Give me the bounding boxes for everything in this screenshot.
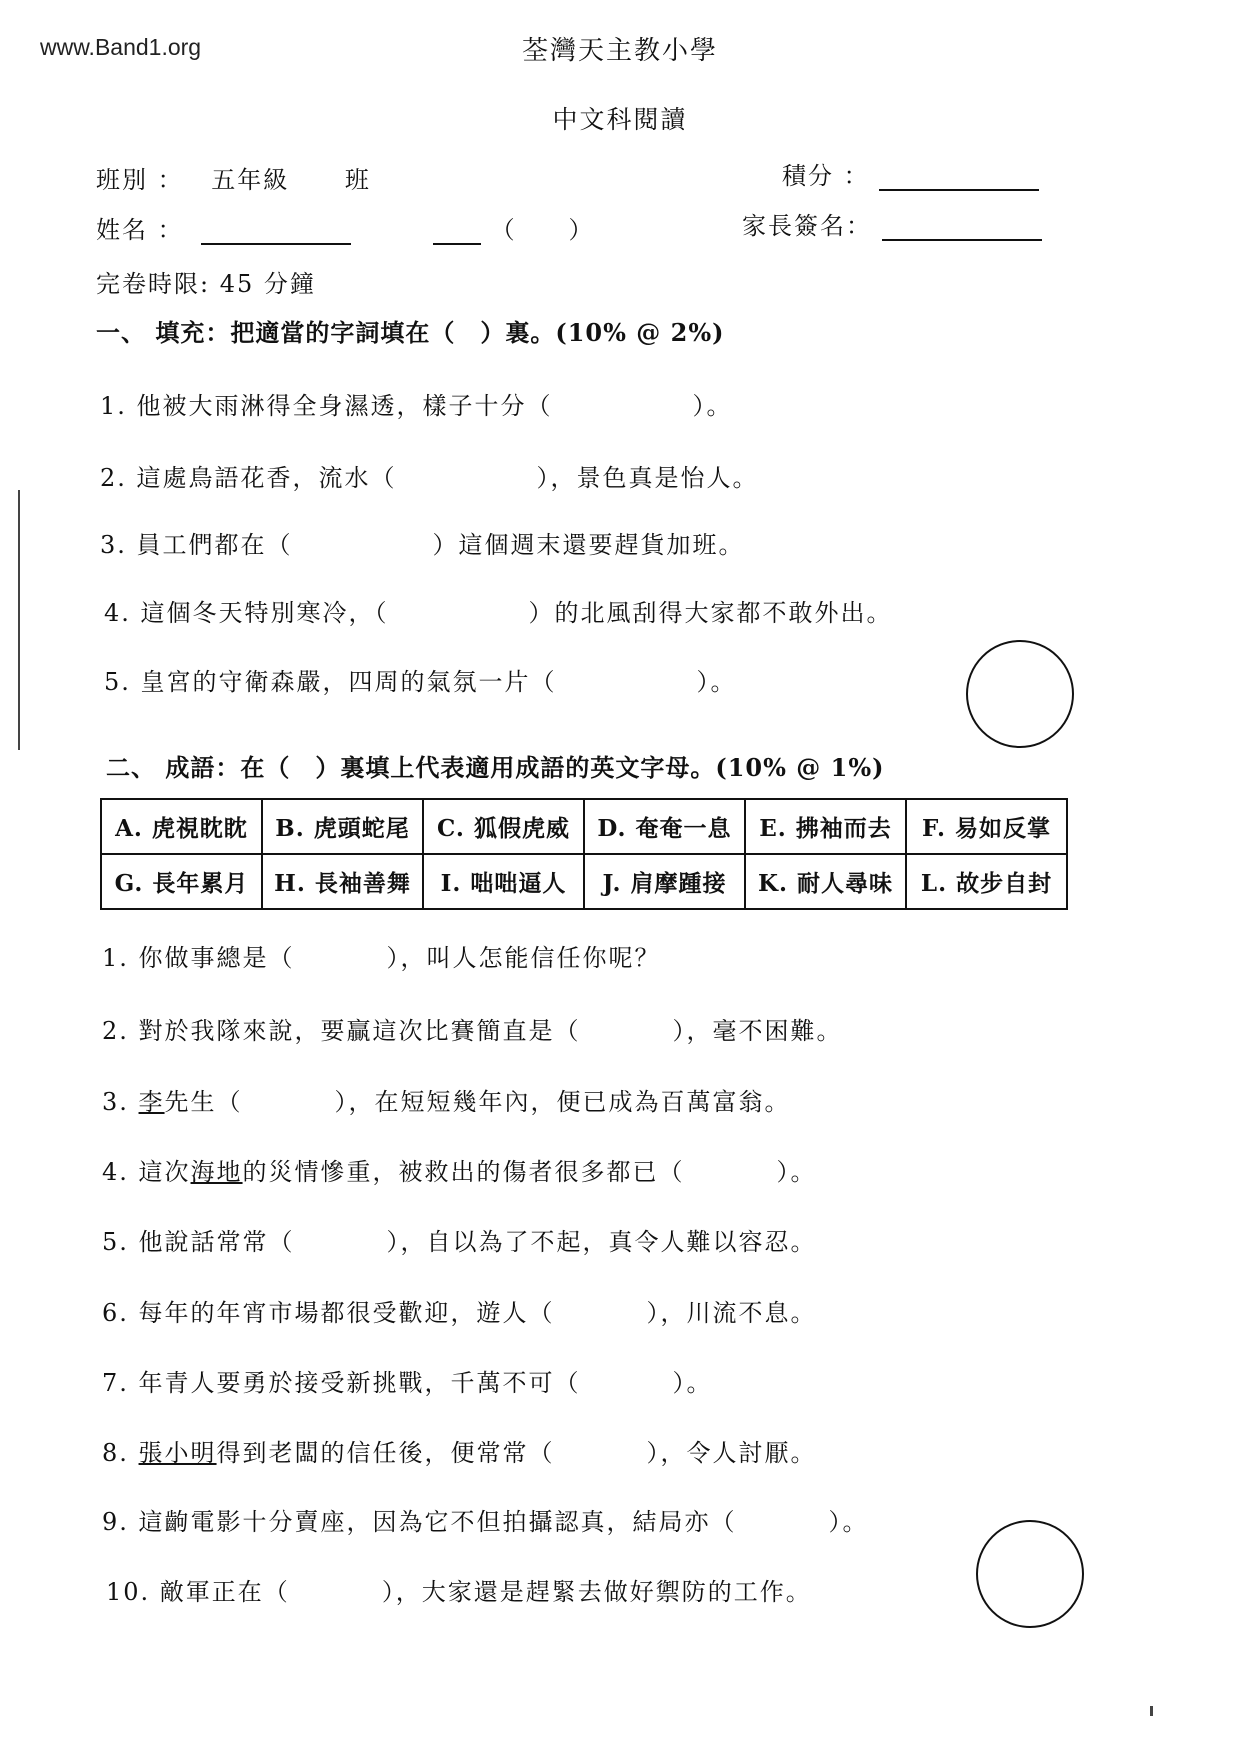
question-text-after: ）。 [672,1369,713,1397]
idiom-option: F. 易如反掌 [906,799,1067,854]
idiom-option: B. 虎頭蛇尾 [262,799,423,854]
idiom-option: A. 虎視眈眈 [101,799,262,854]
underlined-proper-noun: 海地 [190,1158,243,1186]
question [100,525,745,560]
question-text-after: ）的北風刮得大家都不敢外出。 [528,599,893,627]
question-text-after: ），景色真是怡人。 [536,464,759,492]
idiom-option: H. 長袖善舞 [262,854,423,909]
subject-title: 中文科閱讀 [552,105,688,134]
question-text-before: 得到老闆的信任後，便常常（ [216,1439,555,1467]
question-number: 10. [106,1578,151,1606]
question-text-after: ），大家還是趕緊去做好禦防的工作。 [381,1578,812,1606]
class-label: 班別 ： [96,166,184,194]
question-number: 3. [100,531,127,559]
class-suffix: 班 [344,166,371,194]
question [102,1433,817,1468]
question [102,1222,817,1257]
question-text-after: ），自以為了不起，真令人難以容忍。 [386,1228,817,1256]
score-label: 積分 ： [782,162,870,190]
question-text-after: ）。 [828,1508,869,1536]
score-line [879,167,1039,191]
question-text-before: 員工們都在（ [136,531,293,559]
idiom-option: E. 拂袖而去 [745,799,906,854]
idiom-option: L. 故步自封 [906,854,1067,909]
question-text-after: ）。 [776,1158,817,1186]
parent-signature-label: 家長簽名： [742,212,872,240]
name-label: 姓名 ： [96,216,184,244]
question-number: 2. [102,1017,129,1045]
question-text-before: 每年的年宵市場都很受歡迎，遊人（ [138,1299,555,1327]
idiom-option: G. 長年累月 [101,854,262,909]
question [104,662,737,697]
question-number: 8. [102,1439,129,1467]
class-field [96,160,371,195]
question [102,1082,791,1117]
name-line [201,221,351,245]
question [102,1152,817,1187]
parent-signature-line [882,217,1042,241]
question-number: 1. [102,944,129,972]
question-number: 1. [100,392,127,420]
underlined-proper-noun: 李 [138,1088,165,1116]
scan-edge-mark [1150,1706,1153,1716]
question [102,1011,843,1046]
class-value: 五年級 [211,166,290,194]
site-url: www.Band1.org [40,34,202,60]
section2-title: 二、 成語：在（ ）裏填上代表適用成語的英文字母。(10% @ 1%) [106,753,885,782]
question-number: 9. [102,1508,129,1536]
question-number: 4. [102,1158,129,1186]
question-text-pre: 這次 [138,1158,191,1186]
question [100,458,759,493]
question-text-before: 對於我隊來說，要贏這次比賽簡直是（ [138,1017,581,1045]
parent-signature-field [742,206,1042,241]
question-text-after: ），毫不困難。 [672,1017,843,1045]
question [106,1572,812,1607]
time-limit: 完卷時限: 45 分鐘 [96,270,316,298]
question-text-before: 先生（ [164,1088,243,1116]
question-text-before: 這處鳥語花香，流水（ [136,464,397,492]
question-text-before: 他被大雨淋得全身濕透，樣子十分（ [136,392,553,420]
question [100,386,733,421]
question-number: 2. [100,464,127,492]
question-text-after: ），令人討厭。 [646,1439,817,1467]
idiom-options-table [100,798,1068,910]
question-number: 3. [102,1088,129,1116]
question-text-after: ），叫人怎能信任你呢？ [386,944,661,972]
question-number: 5. [104,668,131,696]
class-number-line [433,221,481,245]
idiom-option: D. 奄奄一息 [584,799,745,854]
question-text-before: 他說話常常（ [138,1228,295,1256]
score-field [782,156,1039,191]
question-text-after: ）這個週末還要趕貨加班。 [432,531,745,559]
name-field [96,210,595,245]
table-row [101,854,1067,909]
question-text-after: ），在短短幾年內，便已成為百萬富翁。 [334,1088,791,1116]
question-number: 6. [102,1299,129,1327]
question [102,1502,869,1537]
question [102,938,661,973]
table-row [101,799,1067,854]
question-number: 7. [102,1369,129,1397]
question-text-before: 的災情慘重，被救出的傷者很多都已（ [242,1158,685,1186]
class-number-bracket: （ ） [490,216,595,244]
question [102,1363,713,1398]
question-text-before: 你做事總是（ [138,944,295,972]
question-text-before: 這齣電影十分賣座，因為它不但拍攝認真，結局亦（ [138,1508,737,1536]
question-text-after: ），川流不息。 [646,1299,817,1327]
school-name: 荃灣天主教小學 [521,36,718,66]
question-text-after: ）。 [696,668,737,696]
question [102,1293,817,1328]
idiom-option: C. 狐假虎威 [423,799,584,854]
question [104,593,893,628]
question-text-before: 皇宮的守衛森嚴，四周的氣氛一片（ [140,668,557,696]
question-number: 4. [104,599,131,627]
question-text-before: 這個冬天特別寒冷，（ [140,599,389,627]
question-number: 5. [102,1228,129,1256]
score-circle [966,640,1074,748]
question-text-before: 年青人要勇於接受新挑戰，千萬不可（ [138,1369,581,1397]
idiom-option: K. 耐人尋味 [745,854,906,909]
question-text-after: ）。 [692,392,733,420]
idiom-option: I. 咄咄逼人 [423,854,584,909]
underlined-proper-noun: 張小明 [138,1439,217,1467]
section1-title: 一、 填充：把適當的字詞填在（ ）裏。(10% @ 2%) [96,318,725,347]
scan-edge-mark [18,490,20,750]
score-circle [976,1520,1084,1628]
question-text-before: 敵軍正在（ [159,1578,290,1606]
idiom-option: J. 肩摩踵接 [584,854,745,909]
